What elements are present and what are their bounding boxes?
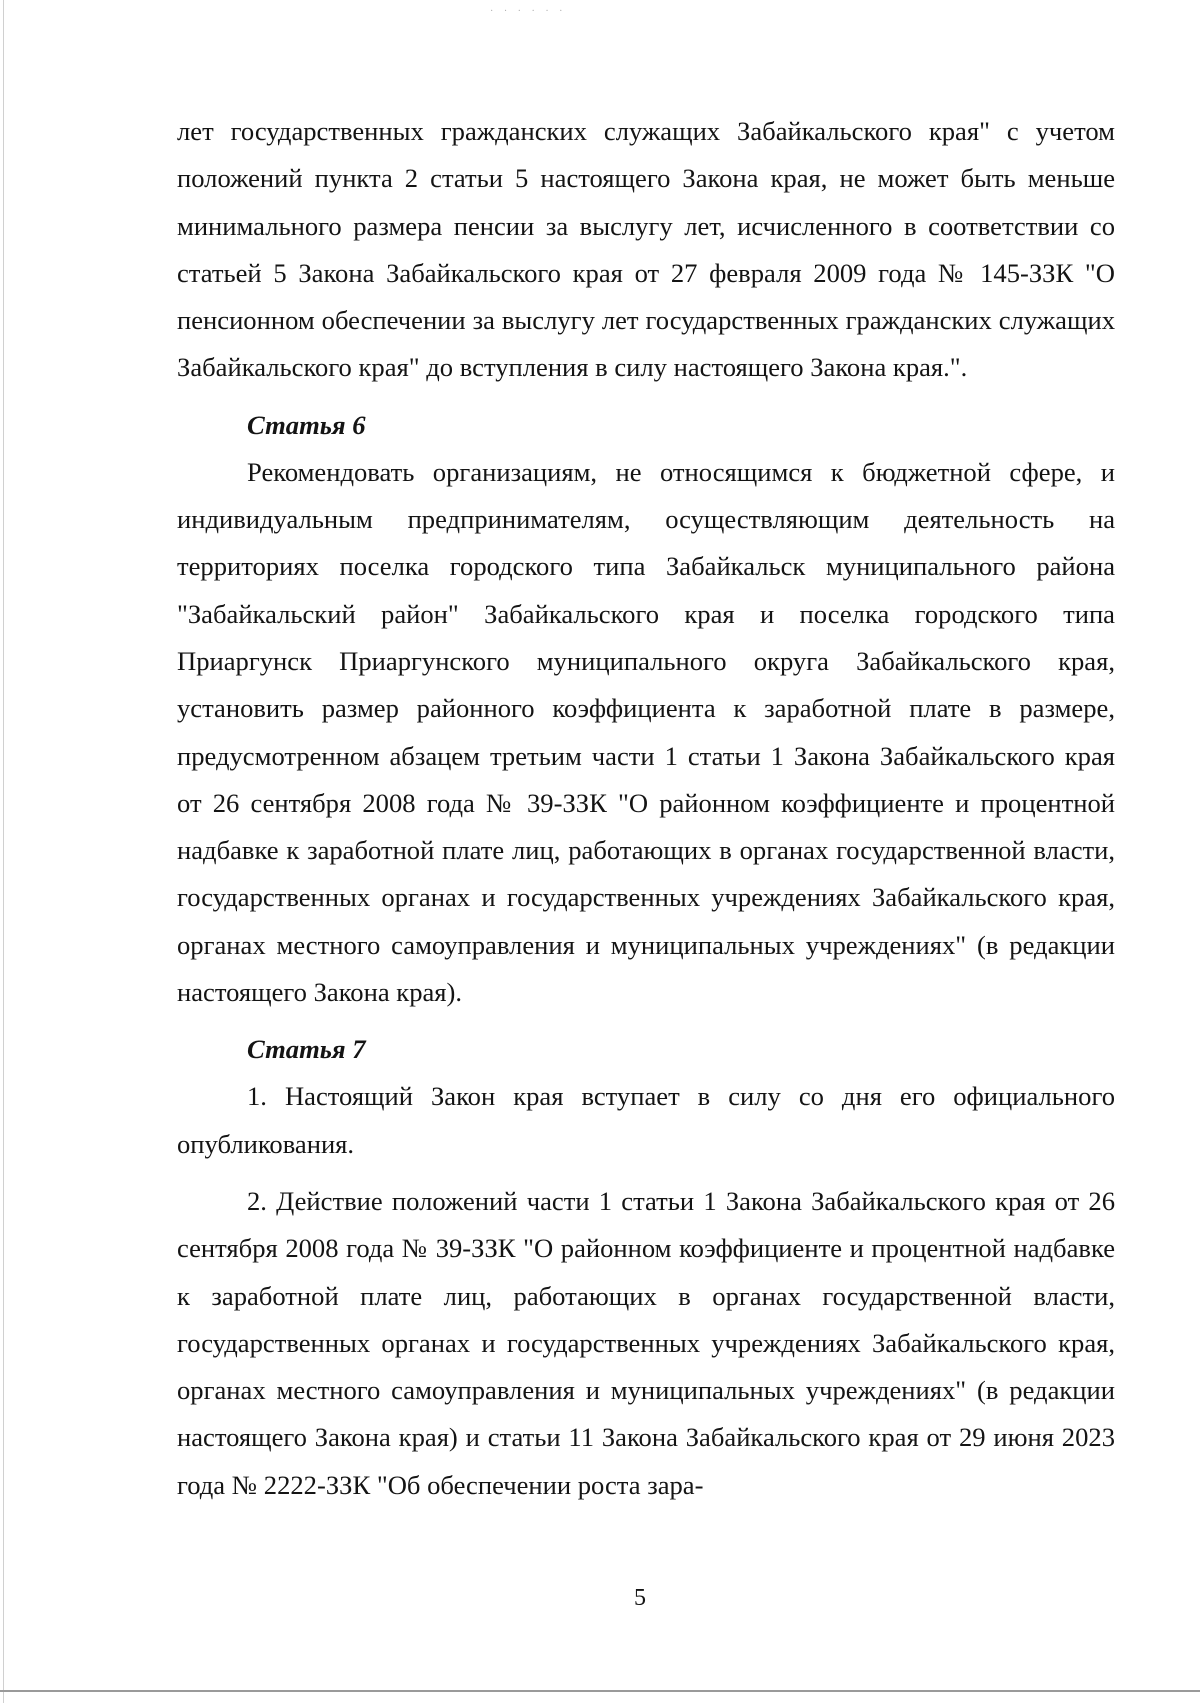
article-7-item-1: 1. Настоящий Закон края вступает в силу со дня его официального опубликования. (177, 1081, 1115, 1159)
article-7-heading: Статья 7 (247, 1034, 366, 1065)
scan-edge-line (3, 0, 4, 1703)
continued-paragraph: лет государственных гражданских служащих Забайкальского края" с учетом положений пункта 2 статьи 5 настоящего Закона края, не может быть меньше минимального размера пенсии за выслугу лет, исчисленного в соответствии со статьей 5 Закона Забайкальского края от 27 февраля 2009 года № 145-ЗЗК "О пенсионном обеспечении за выслугу лет государственных гражданских служащих Забайкальского края" до вступления в силу настоящего Закона края.". (177, 116, 1115, 383)
document-body (177, 108, 1115, 1509)
article-6-text: Рекомендовать организациям, не относящимся к бюджетной сфере, и индивидуальным предпринимателям, осуществляющим деятельность на территориях поселка городского типа Забайкальск муниципального района "Забайкальский район" Забайкальского края и поселка городского типа Приаргунск Приаргунского муниципального округа Забайкальского края, установить размер районного коэффициента к заработной плате в размере, предусмотренном абзацем третьим части 1 статьи 1 Закона Забайкальского края от 26 сентября 2008 года № 39-ЗЗК "О районном коэффициенте и процентной надбавке к заработной плате лиц, работающих в органах государственной власти, государственных органах и государственных учреждениях Забайкальского края, органах местного самоуправления и муниципальных учреждениях" (в редакции настоящего Закона края). (177, 456, 1115, 1008)
article-6-heading: Статья 6 (247, 409, 366, 440)
scan-artifact: · · · · · · (490, 6, 567, 17)
article-7-item-2: 2. Действие положений части 1 статьи 1 Закона Забайкальского края от 26 сентября 2008 года № 39-ЗЗК "О районном коэффициенте и процентной надбавке к заработной плате лиц, работающих в органах государственной власти, государственных органах и государственных учреждениях Забайкальского края, органах местного самоуправления и муниципальных учреждениях" (в редакции настоящего Закона края) и статьи 11 Закона Забайкальского края от 29 июня 2023 года № 2222-ЗЗК "Об обеспечении роста зара- (177, 1185, 1115, 1500)
page-number: 5 (634, 1585, 646, 1611)
bottom-edge-line (0, 1690, 1200, 1692)
